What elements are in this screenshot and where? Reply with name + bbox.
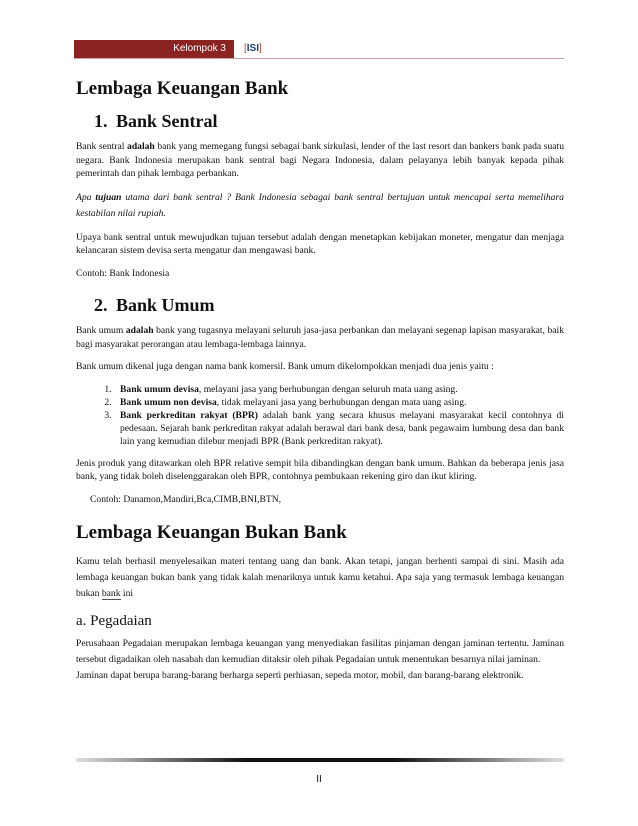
item-text: , tidak melayani jasa yang berhubungan dengan mata uang asing. — [216, 396, 467, 408]
heading-bank-sentral — [76, 110, 564, 132]
text: Bank sentral — [76, 141, 128, 152]
paragraph-tujuan — [76, 190, 564, 222]
paragraph-bpr-produk: Jenis produk yang ditawarkan oleh BPR relative sempit bila dibandingkan dengan bank umum. Bahkan da beberapa jenis jasa bank, yang tidak boleh diselenggarakan oleh BPR, contohnya pembukaan rekening giro dan ikut kliring. — [76, 457, 564, 482]
footer-divider — [76, 758, 564, 762]
bank-types-list — [76, 383, 564, 448]
paragraph-bank-umum-def — [76, 324, 564, 351]
item-text: adalah bank yang secara khusus melayani masyarakat kecil contohnya di pedesaan. Sejarah bank perkreditan rakyat adalah berawal dari bank desa, bank pegawaim lumbung desa dan bank lain yang kemudian dilebur menjadi BPR (Bank perkreditan rakyat). — [120, 409, 564, 447]
paragraph-intro-bukan-bank — [76, 554, 564, 602]
text: bank yang tugasnya melayani seluruh jasa-jasa perbankan dan melayani segenap lapisan masyarakat, baik bagi masyarakat perorangan atau lembaga-lembaga lainnya. — [76, 325, 564, 350]
document-body — [76, 78, 564, 693]
heading-lembaga-bukan-bank: Lembaga Keuangan Bukan Bank — [76, 522, 347, 543]
heading-lembaga-bank: Lembaga Keuangan Bank — [76, 78, 289, 99]
heading-text: Bank Sentral — [116, 111, 218, 131]
header-divider — [74, 58, 564, 59]
bold-adalah: adalah — [125, 325, 154, 336]
item-bold: Bank umum non devisa — [120, 396, 217, 408]
example-bank-sentral: Contoh: Bank Indonesia — [76, 267, 170, 279]
page-number: II — [316, 774, 322, 785]
text: bank yang memegang fungsi sebagai bank sirkulasi, lender of the last resort dan bankers bank pada suatu negara. Bank Indonesia merupakan bank sentral bagi Negara Indonesia, dalam pelayanya lebih banyak kepada pihak pemerintah dan pihak lembaga perbankan. — [76, 141, 565, 179]
list-item — [114, 409, 564, 448]
header-isi: ISI — [246, 43, 260, 54]
text: Kamu telah berhasil menyelesaikan materi tentang uang dan bank. Akan tetapi, jangan berhenti sampai di sini. Masih ada lembaga keuangan bukan bank yang tidak kalah menariknya untuk kamu ketahui. Apa saja yang termasuk lembaga keuangan bukan — [76, 556, 564, 599]
heading-number: 2. — [94, 295, 108, 315]
text: Bank umum — [76, 325, 126, 336]
item-text: , melayani jasa yang berhubungan dengan seluruh mata uang asing. — [198, 383, 458, 395]
paragraph-bank-umum-jenis: Bank umum dikenal juga dengan nama bank komersil. Bank umum dikelompokkan menjadi dua jenis yaitu : — [76, 361, 494, 372]
heading-pegadaian: a. Pegadaian — [76, 613, 152, 629]
example-bank-umum: Contoh: Danamon,Mandiri,Bca,CIMB,BNI,BTN, — [90, 493, 282, 505]
paragraph-upaya: Upaya bank sentral untuk mewujudkan tujuan tersebut adalah dengan menetapkan kebijakan moneter, mengatur dan menjaga kelancaran sistem devisa serta mengatur dan mengawasi bank. — [76, 231, 564, 256]
item-bold: Bank umum devisa — [120, 383, 199, 395]
heading-number: 1. — [94, 111, 108, 131]
text: ini — [120, 588, 134, 599]
text: Apa — [76, 191, 96, 203]
header-section-label — [244, 40, 262, 58]
underlined-bank: bank — [101, 588, 121, 599]
bold-tujuan: tujuan — [95, 191, 122, 203]
page-header — [74, 40, 564, 58]
header-group-label: Kelompok 3 — [74, 40, 234, 58]
bracket-close: ] — [259, 43, 262, 54]
item-bold: Bank perkreditan rakyat (BPR) — [120, 409, 258, 421]
paragraph-pegadaian-jaminan: Jaminan dapat berupa barang-barang berharga seperti perhiasan, sepeda motor, mobil, dan barang-barang elektronik. — [76, 670, 524, 681]
list-item — [114, 396, 564, 409]
text: utama dari bank sentral ? Bank Indonesia sebagai bank sentral bertujuan untuk mencapai serta memelihara kestabilan nilai rupiah. — [76, 191, 564, 219]
bracket-open: [ — [244, 43, 247, 54]
heading-bank-umum — [76, 294, 564, 316]
bold-adalah: adalah — [127, 141, 155, 152]
list-item — [114, 383, 564, 396]
heading-text: Bank Umum — [116, 295, 215, 315]
paragraph-pegadaian-def: Perusahaan Pegadaian merupakan lembaga keuangan yang menyediakan fasilitas pinjaman dengan jaminan tertentu. Jaminan tersebut digadaikan oleh nasabah dan kemudian ditaksir oleh pihak Pegadaian untuk menentukan besarnya nilai jaminan. — [76, 638, 564, 665]
paragraph-bank-sentral-def — [76, 140, 564, 181]
